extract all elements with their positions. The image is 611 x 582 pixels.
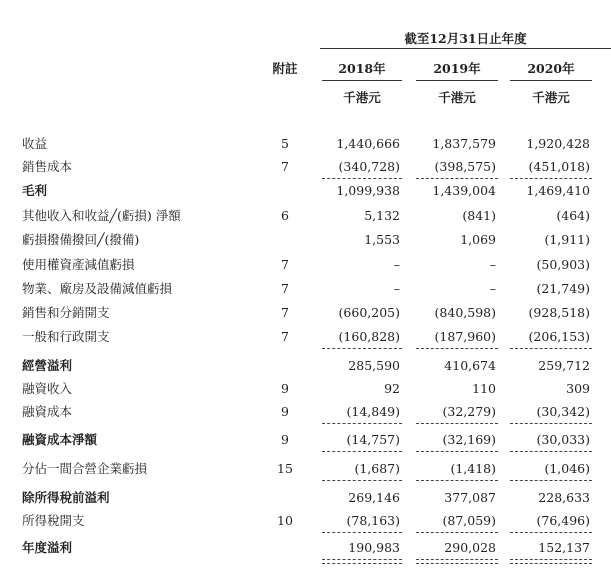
value-cell: (340,728) (338, 159, 400, 174)
row-label: 銷售成本 (22, 159, 73, 174)
row-label: 年度溢利 (22, 540, 73, 555)
year-header: 2019年 (433, 61, 481, 76)
row-label: 銷售和分銷開支 (22, 305, 110, 320)
value-cell: (206,153) (528, 329, 590, 344)
value-cell: 152,137 (538, 540, 590, 555)
value-cell: – (489, 281, 496, 296)
value-cell: – (393, 281, 400, 296)
subtotal-rule (510, 423, 592, 424)
value-cell: 309 (566, 381, 590, 396)
value-cell: (660,205) (338, 305, 400, 320)
value-cell: 1,469,410 (526, 183, 590, 198)
row-label: 融資成本 (22, 404, 73, 419)
value-cell: (30,342) (536, 404, 590, 419)
note-ref: 6 (281, 208, 289, 223)
value-cell: (1,687) (354, 461, 400, 476)
row-label: 融資成本淨額 (22, 432, 98, 447)
value-cell: (78,163) (346, 513, 400, 528)
value-cell: (76,496) (536, 513, 590, 528)
unit-label: 千港元 (343, 90, 381, 105)
total-rule (510, 563, 592, 564)
value-cell: (160,828) (338, 329, 400, 344)
subtotal-rule (416, 451, 498, 452)
total-rule (322, 563, 402, 564)
note-ref: 7 (281, 305, 289, 320)
value-cell: 1,553 (364, 232, 400, 247)
value-cell: (1,046) (544, 461, 590, 476)
note-ref: 10 (277, 513, 293, 528)
year-header-rule (416, 80, 498, 81)
value-cell: (32,279) (442, 404, 496, 419)
subtotal-rule (322, 480, 402, 481)
value-cell: 285,590 (348, 358, 400, 373)
value-cell: (30,033) (536, 432, 590, 447)
subtotal-rule (416, 178, 498, 179)
subtotal-rule (322, 348, 402, 349)
subtotal-rule (416, 532, 498, 533)
year-header: 2018年 (338, 61, 386, 76)
row-label: 收益 (22, 136, 48, 151)
value-cell: (21,749) (536, 281, 590, 296)
value-cell: (187,960) (434, 329, 496, 344)
value-cell: 92 (384, 381, 400, 396)
row-label: 分佔一間合營企業虧損 (22, 461, 148, 476)
value-cell: (451,018) (528, 159, 590, 174)
value-cell: 5,132 (364, 208, 400, 223)
subtotal-rule (510, 451, 592, 452)
note-ref: 15 (277, 461, 293, 476)
value-cell: (840,598) (434, 305, 496, 320)
note-ref: 9 (281, 381, 289, 396)
unit-label: 千港元 (438, 90, 476, 105)
value-cell: 290,028 (444, 540, 496, 555)
row-label: 使用權資產減值虧損 (22, 257, 135, 272)
value-cell: (841) (462, 208, 496, 223)
value-cell: (464) (556, 208, 590, 223)
value-cell: (50,903) (536, 257, 590, 272)
subtotal-rule (322, 423, 402, 424)
period-rule (320, 48, 611, 49)
year-header-rule (322, 80, 402, 81)
subtotal-rule (510, 480, 592, 481)
subtotal-rule (510, 348, 592, 349)
value-cell: 259,712 (538, 358, 590, 373)
value-cell: 1,920,428 (526, 136, 590, 151)
value-cell: – (489, 257, 496, 272)
row-label: 毛利 (22, 183, 48, 198)
value-cell: 1,069 (460, 232, 496, 247)
note-ref: 9 (281, 432, 289, 447)
value-cell: 110 (472, 381, 496, 396)
note-ref: 5 (281, 136, 289, 151)
row-label: 物業、廠房及設備減值虧損 (22, 281, 173, 296)
row-label: 其他收入和收益╱(虧損) 淨額 (22, 208, 181, 223)
year-header-rule (510, 80, 592, 81)
subtotal-rule (510, 532, 592, 533)
value-cell: 228,633 (538, 490, 590, 505)
subtotal-rule (510, 178, 592, 179)
row-label: 所得稅開支 (22, 513, 85, 528)
value-cell: (928,518) (528, 305, 590, 320)
value-cell: 269,146 (348, 490, 400, 505)
value-cell: (14,849) (346, 404, 400, 419)
note-ref: 7 (281, 159, 289, 174)
value-cell: 1,440,666 (336, 136, 400, 151)
value-cell: (1,418) (450, 461, 496, 476)
value-cell: – (393, 257, 400, 272)
value-cell: 190,983 (348, 540, 400, 555)
note-ref: 9 (281, 404, 289, 419)
total-rule (416, 559, 498, 560)
value-cell: (32,169) (442, 432, 496, 447)
value-cell: 1,837,579 (432, 136, 496, 151)
value-cell: (398,575) (434, 159, 496, 174)
total-rule (510, 559, 592, 560)
subtotal-rule (322, 178, 402, 179)
value-cell: 377,087 (444, 490, 496, 505)
subtotal-rule (416, 423, 498, 424)
total-rule (322, 559, 402, 560)
note-column-header: 附註 (272, 61, 298, 76)
year-header: 2020年 (527, 61, 575, 76)
total-rule (416, 563, 498, 564)
value-cell: 1,099,938 (336, 183, 400, 198)
row-label: 除所得稅前溢利 (22, 490, 110, 505)
unit-label: 千港元 (532, 90, 570, 105)
note-ref: 7 (281, 329, 289, 344)
value-cell: 410,674 (444, 358, 496, 373)
row-label: 虧損撥備撥回╱(撥備) (22, 232, 140, 247)
row-label: 一般和行政開支 (22, 329, 110, 344)
subtotal-rule (322, 532, 402, 533)
note-ref: 7 (281, 257, 289, 272)
value-cell: (87,059) (442, 513, 496, 528)
value-cell: (14,757) (346, 432, 400, 447)
note-ref: 7 (281, 281, 289, 296)
row-label: 融資收入 (22, 381, 73, 396)
period-header: 截至12月31日止年度 (404, 31, 527, 46)
subtotal-rule (322, 451, 402, 452)
row-label: 經營溢利 (22, 358, 73, 373)
value-cell: (1,911) (544, 232, 590, 247)
subtotal-rule (416, 348, 498, 349)
value-cell: 1,439,004 (432, 183, 496, 198)
subtotal-rule (416, 480, 498, 481)
